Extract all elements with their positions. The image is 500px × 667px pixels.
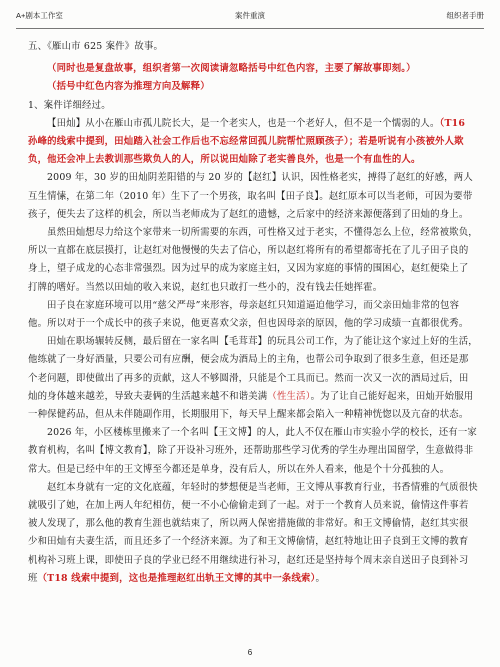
- paragraph: [28, 115, 478, 170]
- clue-annotation: （T16 孙峰的线索中提到，田灿踏入社会工作后也不忘经常回孤儿院帮忙照顾孩子）；若是听说有小孩被外人欺负，他还会冲上去教训那些欺负人的人，所以说田灿除了老实善良外，也是一个有血性的人。: [28, 117, 466, 166]
- paragraph-text: 。: [315, 572, 326, 584]
- document-body: [28, 38, 478, 588]
- header-divider: [16, 28, 484, 29]
- studio-name: A+剧本工作室: [16, 11, 63, 20]
- paragraph: 田子良在家庭环境可以用“慈父严母”来形容，母亲赵红只知道逼迫他学习，而父亲田灿非常的包容他。所以对于一个成长中的孩子来说，他更喜欢父亲，但也因母亲的原因，他的学习成绩一直都很优秀。: [28, 299, 469, 330]
- section-title: 五、《雁山市 625 案件》故事。: [28, 41, 164, 52]
- header-title: 案件重演: [235, 11, 265, 20]
- note-review: （同时也是复盘故事，组织者第一次阅读请忽略括号中红色内容，主要了解故事即刻。）: [47, 63, 416, 75]
- note-hint: （括号中红色内容为推理方向及解释）: [47, 81, 210, 93]
- handbook-label: 组织者手册: [446, 11, 484, 20]
- clue-annotation: （T18 线索中提到，这也是推理赵红出轨王文博的其中一条线索）: [37, 572, 316, 584]
- paragraph-text: 【田灿】从小在雁山市孤儿院长大，是一个老实人，也是一个老好人，但不是一个懦弱的人。: [47, 117, 440, 129]
- paragraph: 2009 年，30 岁的田灿阴差阳错的与 20 岁的【赵红】认识，因性格老实，搏得了赵红的好感，两人互生情愫，在第二年（2010 年）生下了一个男孩，取名叫【田子良】。赵红原本可以当老师，可因为要带孩子，便失去了这样的机会，所以当老师成为了赵红的遗憾，之后家中的经济来源便落到了田灿的身上。: [28, 172, 473, 220]
- paragraph: 2026 年，小区楼栋里搬来了一个名叫【王文博】的人，此人不仅在雁山市实验小学的校长，还有一家教育机构，名叫【博文教育】，除了开设补习班外，还帮助那些学习优秀的学生办理出国留学，生意做得非常大。但是已经中年的王文博至今都还是单身，没有后人，所以在外人看来，他是个十分孤独的人。: [28, 427, 477, 475]
- paragraph-text: 赵红本身就有一定的文化底蕴，年轻时的梦想便是当老师，王文博从事教育行业，书香情雅的气质很快就吸引了她，在加上两人年纪相仿，便一不小心偷偷走到了一起。对于一个教育人员来说，偷情这件事若被人发现了，那么他的教育生涯也就结束了，所以两人保密措施做的非常好。和王文博偷情，赵红其实很少和田灿有夫妻生活，而且还多了一个经济来源。为了和王文博偷情，赵红特地让田子良到王文博的教育机构补习班上课，即使田子良的学业已经不用继续进行补习，赵红还是坚持每个周末亲自送田子良到补习班: [28, 481, 478, 584]
- paragraph-text: 。为了让自己能好起来，田灿开始服用一种保健药品，但从未伴随副作用，长期服用下，每天早上醒来都会陷入一种精神恍惚以及亢奋的状态。: [28, 390, 474, 421]
- clue-annotation: （性生活）: [267, 390, 311, 402]
- paragraph: [28, 479, 478, 588]
- page-number: 6: [247, 648, 253, 657]
- page-header: [16, 10, 484, 22]
- paragraph-text: 田灿在职场辗转反侧，最后留在一家名叫【毛茸茸】的玩具公司工作，为了能让这个家过上好的生活，他练就了一身好酒量，只要公司有应酬，便会成为酒局上的主角，也帮公司争取到了很多生意，但还是那个老问题，即使做出了再多的贡献，这人不够圆滑，只能是个工具而已。然而一次又一次的酒局过后，田灿的身体越来越差，导致夫妻俩的生活越来越不和谐美满: [28, 336, 478, 402]
- paragraph: [28, 333, 478, 424]
- paragraph: 虽然田灿想尽力给这个家带来一切所需要的东西，可性格又过于老实，不懂得怎么上位，经常被欺负，所以一直都在底层摸打，让赵红对他慢慢的失去了信心，所以赵红将所有的希望都寄托在了儿子田子良的身上，望子成龙的心态非常强烈。因为过早的成为家庭主妇，又因为家庭的事情的围困心，赵红便染上了打牌的嗜好。当然以田灿的收入来说，赵红也只敢打一些小的，没有钱去任她挥霍。: [28, 227, 478, 293]
- subheading: 1、案件详细经过。: [28, 99, 111, 111]
